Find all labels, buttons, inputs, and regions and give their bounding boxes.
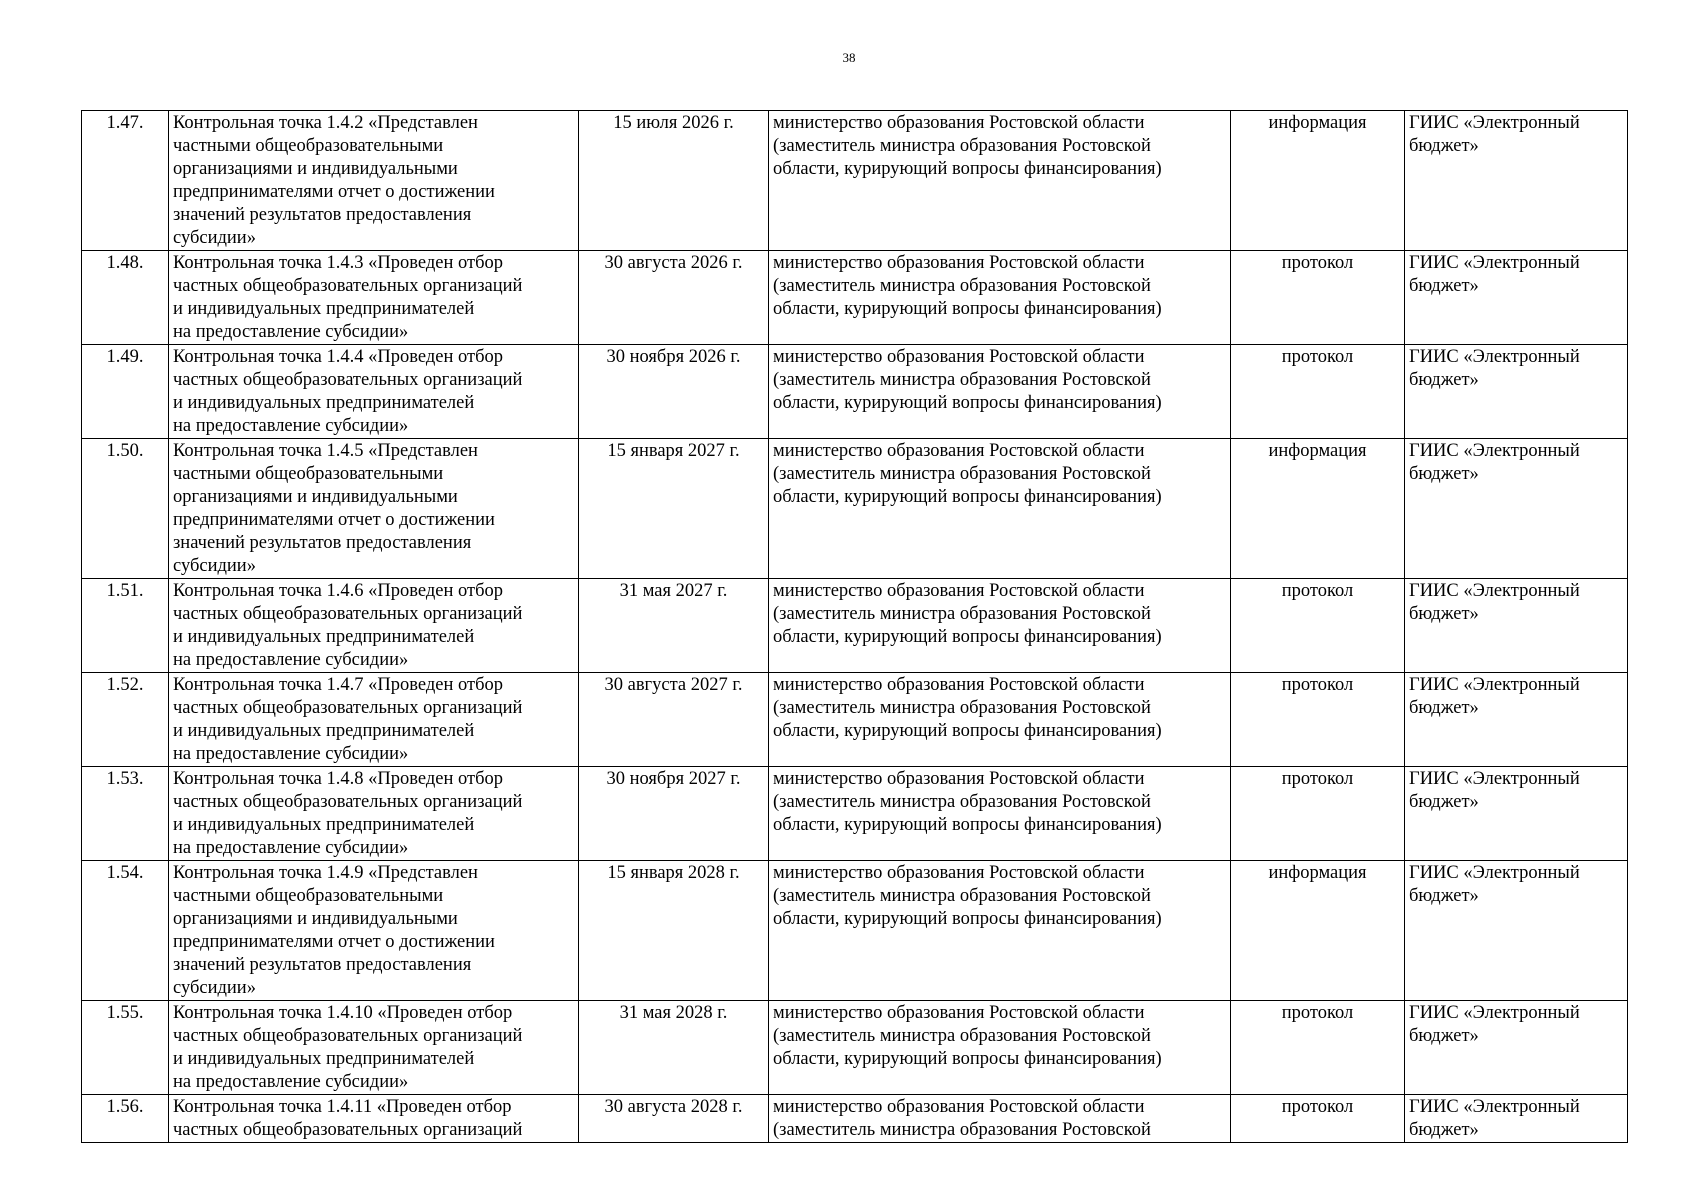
responsible-party-line: министерство образования Ростовской области — [773, 1003, 1145, 1023]
responsible-party-line: министерство образования Ростовской области — [773, 581, 1145, 601]
information-system — [1405, 251, 1628, 345]
information-system-line: ГИИС «Электронный — [1409, 863, 1580, 883]
table-row — [82, 767, 1628, 861]
control-point-title-line: предпринимателями отчет о достижении — [173, 932, 495, 952]
information-system — [1405, 439, 1628, 579]
information-system-line: бюджет» — [1409, 1120, 1479, 1140]
deadline-date: 31 мая 2028 г. — [579, 1001, 769, 1095]
control-point-title-line: на предоставление субсидии» — [173, 416, 409, 436]
control-point-title-line: на предоставление субсидии» — [173, 1072, 409, 1092]
control-point-title-line: частных общеобразовательных организаций — [173, 792, 523, 812]
responsible-party-line: области, курирующий вопросы финансирования) — [773, 909, 1162, 929]
control-point-title-line: и индивидуальных предпринимателей — [173, 393, 475, 413]
control-point-title-line: Контрольная точка 1.4.9 «Представлен — [173, 863, 478, 883]
information-system — [1405, 345, 1628, 439]
responsible-party-line: области, курирующий вопросы финансирования) — [773, 721, 1162, 741]
information-system-line: бюджет» — [1409, 464, 1479, 484]
responsible-party — [769, 1001, 1231, 1095]
control-point-title-line: значений результатов предоставления — [173, 205, 472, 225]
control-point-title-line: Контрольная точка 1.4.7 «Проведен отбор — [173, 675, 503, 695]
responsible-party-line: (заместитель министра образования Ростовской — [773, 1120, 1151, 1140]
table-row — [82, 111, 1628, 251]
table-row — [82, 673, 1628, 767]
responsible-party-line: министерство образования Ростовской области — [773, 441, 1145, 461]
control-point-title-line: организациями и индивидуальными — [173, 909, 458, 929]
deadline-date: 30 августа 2026 г. — [579, 251, 769, 345]
responsible-party-line: (заместитель министра образования Ростовской — [773, 604, 1151, 624]
responsible-party-line: министерство образования Ростовской области — [773, 1097, 1145, 1117]
document-type: информация — [1231, 439, 1405, 579]
table-row — [82, 861, 1628, 1001]
information-system-line: бюджет» — [1409, 698, 1479, 718]
deadline-date: 15 июля 2026 г. — [579, 111, 769, 251]
information-system — [1405, 579, 1628, 673]
control-point-title-line: Контрольная точка 1.4.2 «Представлен — [173, 113, 478, 133]
information-system — [1405, 861, 1628, 1001]
responsible-party-line: области, курирующий вопросы финансирования) — [773, 815, 1162, 835]
control-point-title-line: субсидии» — [173, 556, 256, 576]
information-system-line: ГИИС «Электронный — [1409, 113, 1580, 133]
information-system-line: ГИИС «Электронный — [1409, 441, 1580, 461]
control-point-title-line: значений результатов предоставления — [173, 955, 472, 975]
control-point-title-line: предпринимателями отчет о достижении — [173, 182, 495, 202]
control-point-title-line: организациями и индивидуальными — [173, 487, 458, 507]
responsible-party-line: (заместитель министра образования Ростовской — [773, 136, 1151, 156]
control-point-title — [169, 861, 579, 1001]
control-point-title-line: Контрольная точка 1.4.8 «Проведен отбор — [173, 769, 503, 789]
responsible-party-line: министерство образования Ростовской области — [773, 253, 1145, 273]
control-point-title-line: на предоставление субсидии» — [173, 744, 409, 764]
control-point-title-line: частными общеобразовательными — [173, 136, 444, 156]
information-system-line: ГИИС «Электронный — [1409, 675, 1580, 695]
control-point-title-line: и индивидуальных предпринимателей — [173, 815, 475, 835]
information-system-line: ГИИС «Электронный — [1409, 1097, 1580, 1117]
table-row — [82, 345, 1628, 439]
control-point-title-line: и индивидуальных предпринимателей — [173, 299, 475, 319]
control-point-title-line: частными общеобразовательными — [173, 464, 444, 484]
responsible-party-line: (заместитель министра образования Ростовской — [773, 698, 1151, 718]
control-point-title-line: на предоставление субсидии» — [173, 838, 409, 858]
document-type: протокол — [1231, 1001, 1405, 1095]
information-system — [1405, 111, 1628, 251]
responsible-party — [769, 1095, 1231, 1143]
deadline-date: 30 августа 2027 г. — [579, 673, 769, 767]
control-point-title-line: частными общеобразовательными — [173, 886, 444, 906]
control-point-title-line: Контрольная точка 1.4.10 «Проведен отбор — [173, 1003, 513, 1023]
responsible-party — [769, 767, 1231, 861]
row-number: 1.49. — [82, 345, 169, 439]
document-type: протокол — [1231, 673, 1405, 767]
row-number: 1.48. — [82, 251, 169, 345]
control-point-title — [169, 673, 579, 767]
control-point-title-line: значений результатов предоставления — [173, 533, 472, 553]
control-point-title-line: Контрольная точка 1.4.5 «Представлен — [173, 441, 478, 461]
control-point-title-line: и индивидуальных предпринимателей — [173, 721, 475, 741]
row-number: 1.52. — [82, 673, 169, 767]
responsible-party — [769, 579, 1231, 673]
responsible-party — [769, 345, 1231, 439]
responsible-party-line: министерство образования Ростовской области — [773, 675, 1145, 695]
information-system-line: бюджет» — [1409, 136, 1479, 156]
control-point-title — [169, 251, 579, 345]
responsible-party-line: министерство образования Ростовской области — [773, 863, 1145, 883]
information-system — [1405, 1095, 1628, 1143]
responsible-party-line: области, курирующий вопросы финансирования) — [773, 299, 1162, 319]
control-point-title-line: и индивидуальных предпринимателей — [173, 627, 475, 647]
responsible-party-line: (заместитель министра образования Ростовской — [773, 276, 1151, 296]
information-system-line: ГИИС «Электронный — [1409, 1003, 1580, 1023]
control-point-title-line: Контрольная точка 1.4.3 «Проведен отбор — [173, 253, 503, 273]
table-row — [82, 579, 1628, 673]
control-point-title — [169, 1095, 579, 1143]
information-system-line: бюджет» — [1409, 370, 1479, 390]
information-system-line: бюджет» — [1409, 1026, 1479, 1046]
control-point-title-line: частных общеобразовательных организаций — [173, 1026, 523, 1046]
row-number: 1.50. — [82, 439, 169, 579]
row-number: 1.53. — [82, 767, 169, 861]
responsible-party-line: области, курирующий вопросы финансирования) — [773, 393, 1162, 413]
deadline-date: 30 августа 2028 г. — [579, 1095, 769, 1143]
information-system-line: ГИИС «Электронный — [1409, 253, 1580, 273]
document-type: протокол — [1231, 767, 1405, 861]
table-row — [82, 1001, 1628, 1095]
table-row — [82, 1095, 1628, 1143]
document-type: информация — [1231, 861, 1405, 1001]
responsible-party-line: министерство образования Ростовской области — [773, 113, 1145, 133]
table-row — [82, 439, 1628, 579]
information-system-line: бюджет» — [1409, 276, 1479, 296]
document-type: информация — [1231, 111, 1405, 251]
control-point-title-line: частных общеобразовательных организаций — [173, 370, 523, 390]
control-point-title-line: частных общеобразовательных организаций — [173, 276, 523, 296]
responsible-party-line: области, курирующий вопросы финансирования) — [773, 1049, 1162, 1069]
responsible-party-line: (заместитель министра образования Ростовской — [773, 464, 1151, 484]
control-point-title-line: Контрольная точка 1.4.6 «Проведен отбор — [173, 581, 503, 601]
control-point-title-line: Контрольная точка 1.4.4 «Проведен отбор — [173, 347, 503, 367]
information-system — [1405, 1001, 1628, 1095]
row-number: 1.51. — [82, 579, 169, 673]
control-point-title — [169, 579, 579, 673]
page-number: 38 — [842, 50, 856, 65]
responsible-party-line: (заместитель министра образования Ростовской — [773, 370, 1151, 390]
responsible-party-line: области, курирующий вопросы финансирования) — [773, 159, 1162, 179]
responsible-party-line: министерство образования Ростовской области — [773, 347, 1145, 367]
control-point-title — [169, 767, 579, 861]
deadline-date: 31 мая 2027 г. — [579, 579, 769, 673]
responsible-party — [769, 111, 1231, 251]
control-point-title-line: на предоставление субсидии» — [173, 650, 409, 670]
control-point-title — [169, 111, 579, 251]
responsible-party-line: (заместитель министра образования Ростовской — [773, 792, 1151, 812]
responsible-party-line: области, курирующий вопросы финансирования) — [773, 627, 1162, 647]
information-system-line: бюджет» — [1409, 886, 1479, 906]
control-point-title-line: предпринимателями отчет о достижении — [173, 510, 495, 530]
information-system — [1405, 767, 1628, 861]
information-system-line: ГИИС «Электронный — [1409, 347, 1580, 367]
document-type: протокол — [1231, 251, 1405, 345]
responsible-party — [769, 861, 1231, 1001]
control-point-title-line: и индивидуальных предпринимателей — [173, 1049, 475, 1069]
deadline-date: 30 ноября 2026 г. — [579, 345, 769, 439]
row-number: 1.56. — [82, 1095, 169, 1143]
responsible-party-line: (заместитель министра образования Ростовской — [773, 1026, 1151, 1046]
row-number: 1.54. — [82, 861, 169, 1001]
responsible-party-line: области, курирующий вопросы финансирования) — [773, 487, 1162, 507]
responsible-party — [769, 439, 1231, 579]
information-system-line: ГИИС «Электронный — [1409, 769, 1580, 789]
responsible-party — [769, 251, 1231, 345]
control-point-title-line: субсидии» — [173, 978, 256, 998]
information-system-line: бюджет» — [1409, 792, 1479, 812]
responsible-party-line: (заместитель министра образования Ростовской — [773, 886, 1151, 906]
responsible-party-line: министерство образования Ростовской области — [773, 769, 1145, 789]
responsible-party — [769, 673, 1231, 767]
control-point-title-line: частных общеобразовательных организаций — [173, 604, 523, 624]
control-point-title — [169, 345, 579, 439]
document-type: протокол — [1231, 1095, 1405, 1143]
control-point-title-line: субсидии» — [173, 228, 256, 248]
row-number: 1.55. — [82, 1001, 169, 1095]
control-point-title — [169, 439, 579, 579]
deadline-date: 15 января 2027 г. — [579, 439, 769, 579]
control-point-title-line: частных общеобразовательных организаций — [173, 1120, 523, 1140]
control-point-title-line: организациями и индивидуальными — [173, 159, 458, 179]
table-body — [82, 111, 1628, 1143]
information-system-line: ГИИС «Электронный — [1409, 581, 1580, 601]
information-system-line: бюджет» — [1409, 604, 1479, 624]
control-point-title — [169, 1001, 579, 1095]
deadline-date: 15 января 2028 г. — [579, 861, 769, 1001]
deadline-date: 30 ноября 2027 г. — [579, 767, 769, 861]
control-point-title-line: Контрольная точка 1.4.11 «Проведен отбор — [173, 1097, 512, 1117]
control-points-table — [81, 110, 1628, 1143]
document-type: протокол — [1231, 579, 1405, 673]
table-row — [82, 251, 1628, 345]
control-point-title-line: на предоставление субсидии» — [173, 322, 409, 342]
document-type: протокол — [1231, 345, 1405, 439]
information-system — [1405, 673, 1628, 767]
control-point-title-line: частных общеобразовательных организаций — [173, 698, 523, 718]
row-number: 1.47. — [82, 111, 169, 251]
